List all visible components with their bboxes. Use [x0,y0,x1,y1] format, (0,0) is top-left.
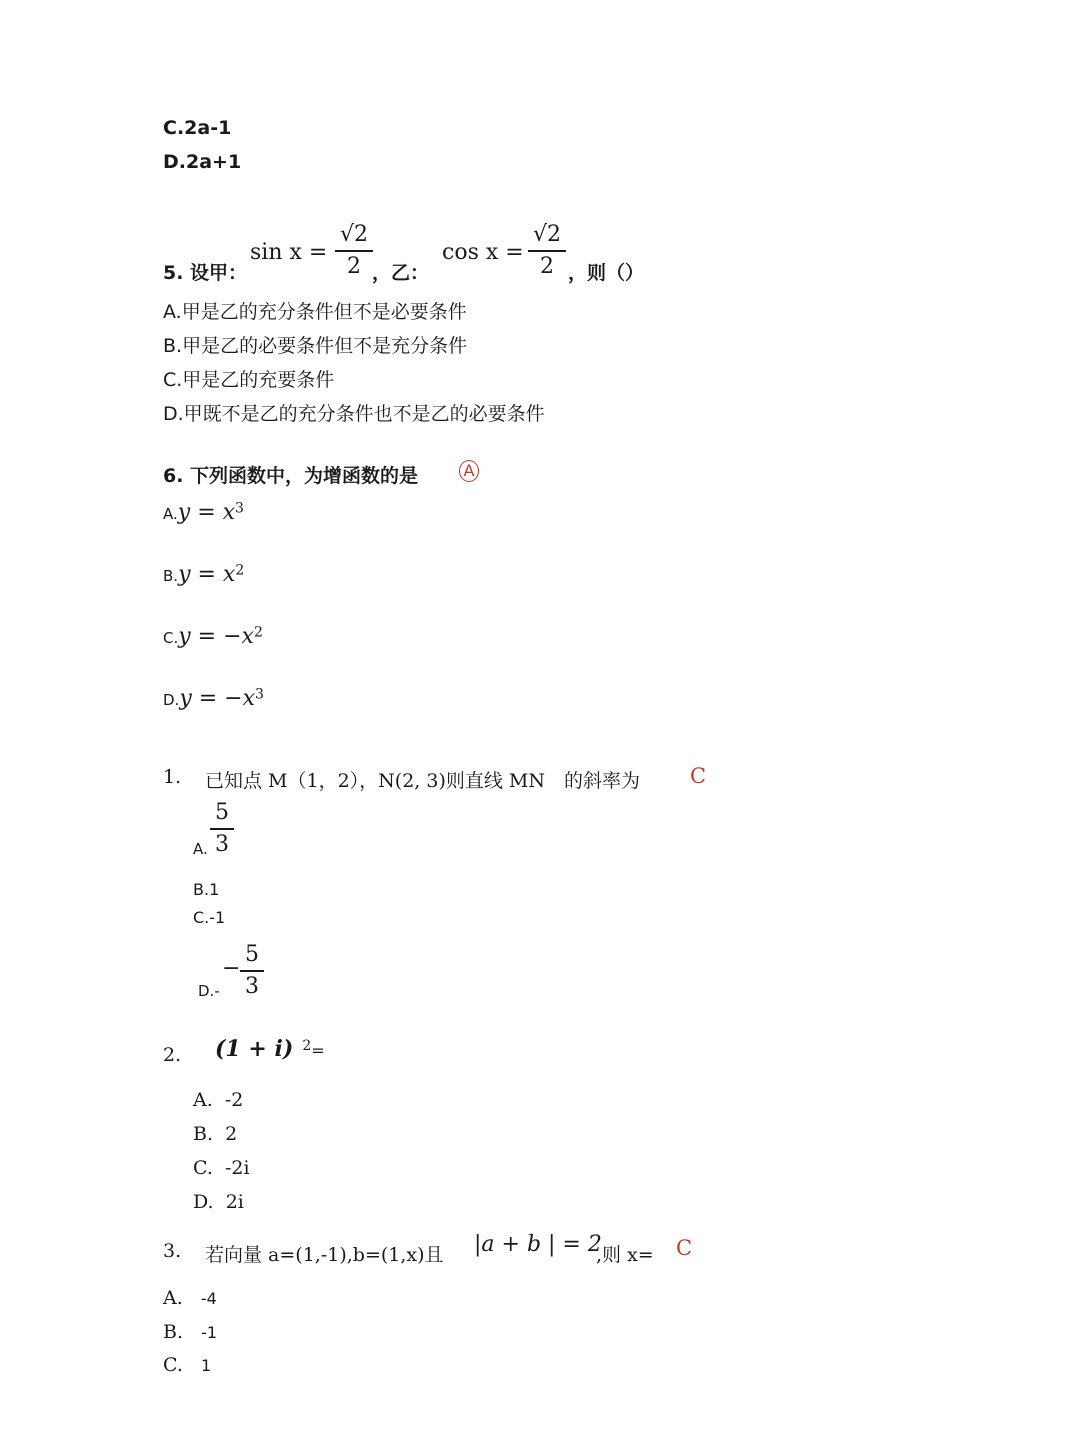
q6-a-label: A. [163,505,178,523]
q1-number: 1. [163,766,182,788]
q6-answer-mark [459,460,479,482]
q1-d-fraction [240,942,264,1000]
q2-option-c [193,1157,250,1179]
q2-option-b [193,1123,237,1145]
q6-option-c [163,624,263,649]
q6-a-exp: 3 [235,500,244,517]
q2-b-value: 2 [225,1123,238,1145]
q3-abs-expr: |a + b | = 2 [474,1232,602,1257]
q6-c-expr: y = −x [178,624,254,649]
q6-b-expr: y = x [178,562,236,587]
q6-option-a [163,500,244,525]
q1-a-num: 5 [215,800,229,825]
q6-d-expr: y = −x [179,686,256,711]
q1-option-c: C.-1 [193,908,226,927]
q3-b-label: B. [163,1321,184,1343]
q5-option-d: D.甲既不是乙的充分条件也不是乙的必要条件 [163,403,545,425]
q3-b-value: -1 [201,1323,218,1342]
q2-b-label: B. [193,1123,214,1145]
q6-c-exp: 2 [253,624,263,641]
q3-a-label: A. [163,1287,183,1309]
q2-number: 2. [163,1044,182,1066]
q5-sin-frac-den: 2 [347,254,361,279]
q6-answer: A [459,460,479,482]
q2-c-label: C. [193,1157,213,1179]
q6-d-exp: 3 [255,686,264,703]
q1-stem: 已知点 M（1，2），N(2, 3)则直线 MN 的斜率为 [205,770,640,792]
q5-option-b: B.甲是乙的必要条件但不是充分条件 [163,335,468,357]
q5-sin-fraction [335,222,373,280]
q3-stem-end: ,则 x= [596,1244,654,1266]
q5-suffix: ，则（） [568,262,645,284]
q2-a-value: -2 [224,1089,244,1111]
q2-exp: 2 [302,1037,312,1054]
q1-option-b: B.1 [193,880,220,899]
q5-option-c: C.甲是乙的充要条件 [163,369,335,391]
q2-expression [215,1036,325,1062]
q5-option-a: A.甲是乙的充分条件但不是必要条件 [163,301,467,323]
q3-a-value: -4 [200,1289,217,1308]
q5-prefix: 5. 设甲： [163,262,248,284]
q5-cos-frac-den: 2 [540,254,554,279]
q1-d-num: 5 [245,942,259,967]
q5-cos-expr: cos x = [442,240,524,265]
q4-option-c: C.2a-1 [163,117,232,139]
q3-stem: 若向量 a=(1,-1),b=(1,x)且 [205,1244,444,1266]
q6-a-expr: y = x [177,500,236,525]
q2-d-value: 2i [225,1191,244,1213]
q2-option-d [193,1191,244,1213]
q6-d-label: D. [163,691,180,709]
q6-b-exp: 2 [235,562,245,579]
q2-expr: (1 + i) [215,1036,294,1062]
q1-a-den: 3 [215,832,229,857]
q2-option-a [193,1089,243,1111]
q3-number: 3. [163,1240,182,1262]
q2-c-value: -2i [225,1157,250,1179]
q1-d-minus: − [222,956,241,981]
q5-cos-fraction [528,222,566,280]
q3-option-b [163,1321,217,1343]
q5-sin-expr: sin x = [250,240,328,265]
q6-c-label: C. [163,629,179,647]
q3-option-c [163,1354,211,1376]
q5-separator: ，乙： [372,262,430,284]
q4-option-d: D.2a+1 [163,151,242,173]
q6-b-label: B. [163,567,179,585]
q1-a-label: A. [193,840,208,858]
q1-answer: C [690,764,707,788]
q5-sin-frac-num: √2 [339,222,368,247]
q6-option-d [163,686,264,711]
q3-c-value: 1 [201,1356,212,1375]
q1-a-fraction [210,800,234,858]
q5-cos-frac-num: √2 [532,222,561,247]
q1-d-den: 3 [245,974,259,999]
q3-answer: C [676,1236,693,1260]
q6-stem: 6. 下列函数中，为增函数的是 [163,465,419,487]
q2-a-label: A. [193,1089,213,1111]
q6-option-b [163,562,244,587]
q2-eq: = [311,1041,325,1060]
q3-option-a [163,1287,217,1309]
q1-d-label: D.- [198,982,220,1000]
q2-d-label: D. [193,1191,214,1213]
q3-c-label: C. [163,1354,183,1376]
